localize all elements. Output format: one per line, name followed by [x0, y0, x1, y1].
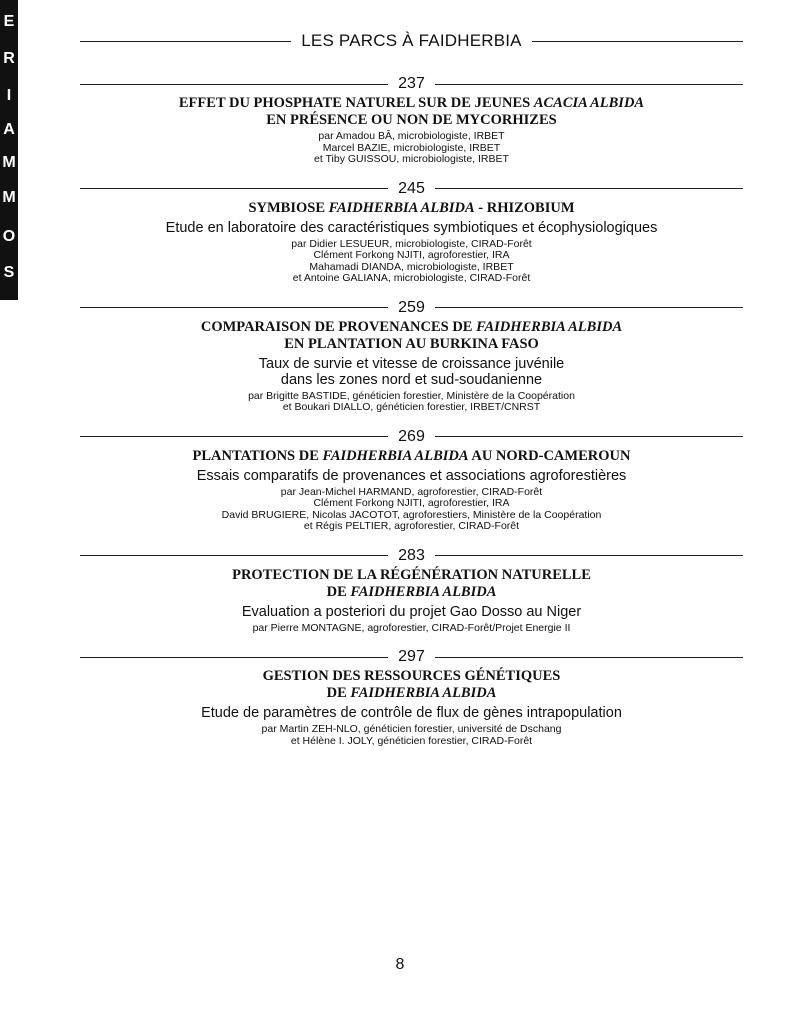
table-of-contents — [80, 30, 743, 747]
entry-title-line — [80, 669, 743, 684]
author-line: et Boukari DIALLO, généticien forestier, IRBET/CNRST — [282, 401, 541, 413]
author-line: Clément Forkong NJITI, agroforestier, IRA — [313, 497, 510, 509]
entry-subtitle: Etude en laboratoire des caractéristiques symbiotiques et écophysiologiques — [165, 219, 658, 236]
toc-entry — [80, 647, 743, 747]
page-number-rule — [80, 546, 743, 566]
rule-line — [80, 657, 388, 658]
title-italic-text: ACACIA ALBIDA — [533, 95, 645, 111]
rule-line — [80, 188, 388, 189]
rule-line — [80, 307, 388, 308]
toc-entry — [80, 427, 743, 533]
title-text: AU NORD-CAMEROUN — [468, 447, 631, 464]
author-line: par Jean-Michel HARMAND, agroforestier, CIRAD-Forêt — [280, 485, 543, 498]
title-italic-text: FAIDHERBIA ALBIDA — [350, 685, 497, 701]
entry-page-number: 283 — [398, 546, 425, 564]
entry-subtitle: dans les zones nord et sud-soudanienne — [280, 371, 543, 388]
entry-page-number: 259 — [398, 298, 425, 316]
rule-line — [435, 555, 743, 556]
entry-subtitle: Evaluation a posteriori du projet Gao Dosso au Niger — [241, 603, 582, 620]
section-title: LES PARCS À FAIDHERBIA — [301, 31, 522, 50]
author-line: et Tiby GUISSOU, microbiologiste, IRBET — [314, 153, 509, 165]
page-number-rule — [80, 427, 743, 447]
rule-line — [435, 84, 743, 85]
title-text: SYMBIOSE — [248, 199, 329, 216]
side-letter: O — [2, 228, 16, 245]
title-text: DE — [326, 685, 351, 701]
entry-page-number: 269 — [398, 427, 425, 445]
entry-subtitle: Essais comparatifs de provenances et associations agroforestières — [196, 467, 627, 484]
rule-line — [435, 307, 743, 308]
entry-authors — [80, 724, 743, 747]
rule-line — [435, 436, 743, 437]
toc-entry — [80, 546, 743, 635]
entry-page-number: 297 — [398, 648, 425, 665]
article-list — [80, 74, 743, 747]
title-text: COMPARAISON DE PROVENANCES DE — [200, 318, 477, 335]
title-text: PLANTATIONS DE — [192, 447, 323, 464]
author-line: et Hélène I. JOLY, généticien forestier, CIRAD-Forêt — [290, 734, 533, 747]
title-text: EN PRÉSENCE OU NON DE MYCORHIZES — [266, 112, 557, 128]
side-letter: E — [3, 13, 15, 30]
title-italic-text: FAIDHERBIA ALBIDA — [476, 318, 623, 335]
rule-line — [80, 84, 388, 85]
entry-subtitle: Etude de paramètres de contrôle de flux de gènes intrapopulation — [201, 705, 622, 721]
title-text: EFFET DU PHOSPHATE NATUREL SUR DE JEUNES — [178, 95, 534, 111]
entry-title-line — [80, 449, 743, 464]
sommaire-side-tab — [0, 0, 18, 300]
side-letter: S — [3, 264, 15, 281]
entry-authors — [80, 131, 743, 166]
rule-line — [80, 41, 291, 42]
rule-line — [435, 188, 743, 189]
rule-line — [80, 555, 388, 556]
page-number-rule — [80, 74, 743, 94]
title-italic-text: FAIDHERBIA ALBIDA — [322, 447, 469, 464]
author-line: par Pierre MONTAGNE, agroforestier, CIRAD-Forêt/Projet Energie II — [252, 621, 571, 634]
rule-line — [80, 436, 388, 437]
author-line: par Amadou BÂ, microbiologiste, IRBET — [318, 130, 505, 142]
entry-authors — [80, 239, 743, 285]
toc-entry — [80, 74, 743, 166]
author-line: Mahamadi DIANDA, microbiologiste, IRBET — [309, 260, 514, 273]
title-text: PROTECTION DE LA RÉGÉNÉRATION NATURELLE — [232, 566, 591, 583]
entry-page-number: 237 — [398, 75, 425, 92]
side-letter: M — [2, 154, 16, 171]
entry-title-line — [80, 686, 743, 701]
entry-title-line — [80, 585, 743, 600]
side-letter: R — [3, 50, 15, 67]
entry-title-line — [80, 201, 743, 216]
page-number-rule — [80, 647, 743, 667]
entry-title-line — [80, 96, 743, 111]
page-number: 8 — [395, 956, 405, 973]
entry-page-number: 245 — [398, 179, 425, 197]
rule-line — [532, 41, 743, 42]
side-letter: M — [2, 189, 16, 206]
author-line: par Didier LESUEUR, microbiologiste, CIRAD-Forêt — [291, 237, 532, 250]
entry-title-line — [80, 113, 743, 128]
page-number-rule — [80, 179, 743, 199]
author-line: et Régis PELTIER, agroforestier, CIRAD-Forêt — [303, 520, 520, 532]
entry-title-line — [80, 568, 743, 583]
title-text: GESTION DES RESSOURCES GÉNÉTIQUES — [262, 668, 561, 684]
author-line: Marcel BAZIE, microbiologiste, IRBET — [322, 141, 501, 154]
page-number-rule — [80, 298, 743, 318]
toc-entry — [80, 298, 743, 414]
toc-entry — [80, 179, 743, 285]
title-italic-text: FAIDHERBIA ALBIDA — [328, 199, 475, 216]
section-header — [80, 30, 743, 52]
side-letter: A — [3, 121, 15, 138]
entry-authors — [80, 391, 743, 414]
title-text: DE — [326, 583, 351, 600]
entry-subtitle: Taux de survie et vitesse de croissance juvénile — [258, 355, 565, 372]
title-text: EN PLANTATION AU BURKINA FASO — [284, 335, 539, 352]
title-text: - RHIZOBIUM — [474, 199, 575, 216]
entry-title-line — [80, 320, 743, 335]
author-line: David BRUGIERE, Nicolas JACOTOT, agroforestiers, Ministère de la Coopération — [221, 508, 602, 521]
entry-authors — [80, 623, 743, 635]
author-line: par Brigitte BASTIDE, généticien forestier, Ministère de la Coopération — [248, 389, 575, 402]
author-line: et Antoine GALIANA, microbiologiste, CIRAD-Forêt — [292, 272, 531, 284]
title-italic-text: FAIDHERBIA ALBIDA — [350, 583, 497, 600]
rule-line — [435, 657, 743, 658]
author-line: par Martin ZEH-NLO, généticien forestier, université de Dschang — [261, 723, 562, 735]
entry-authors — [80, 487, 743, 533]
entry-title-line — [80, 337, 743, 352]
author-line: Clément Forkong NJITI, agroforestier, IRA — [313, 249, 510, 261]
side-letter: I — [6, 87, 12, 104]
